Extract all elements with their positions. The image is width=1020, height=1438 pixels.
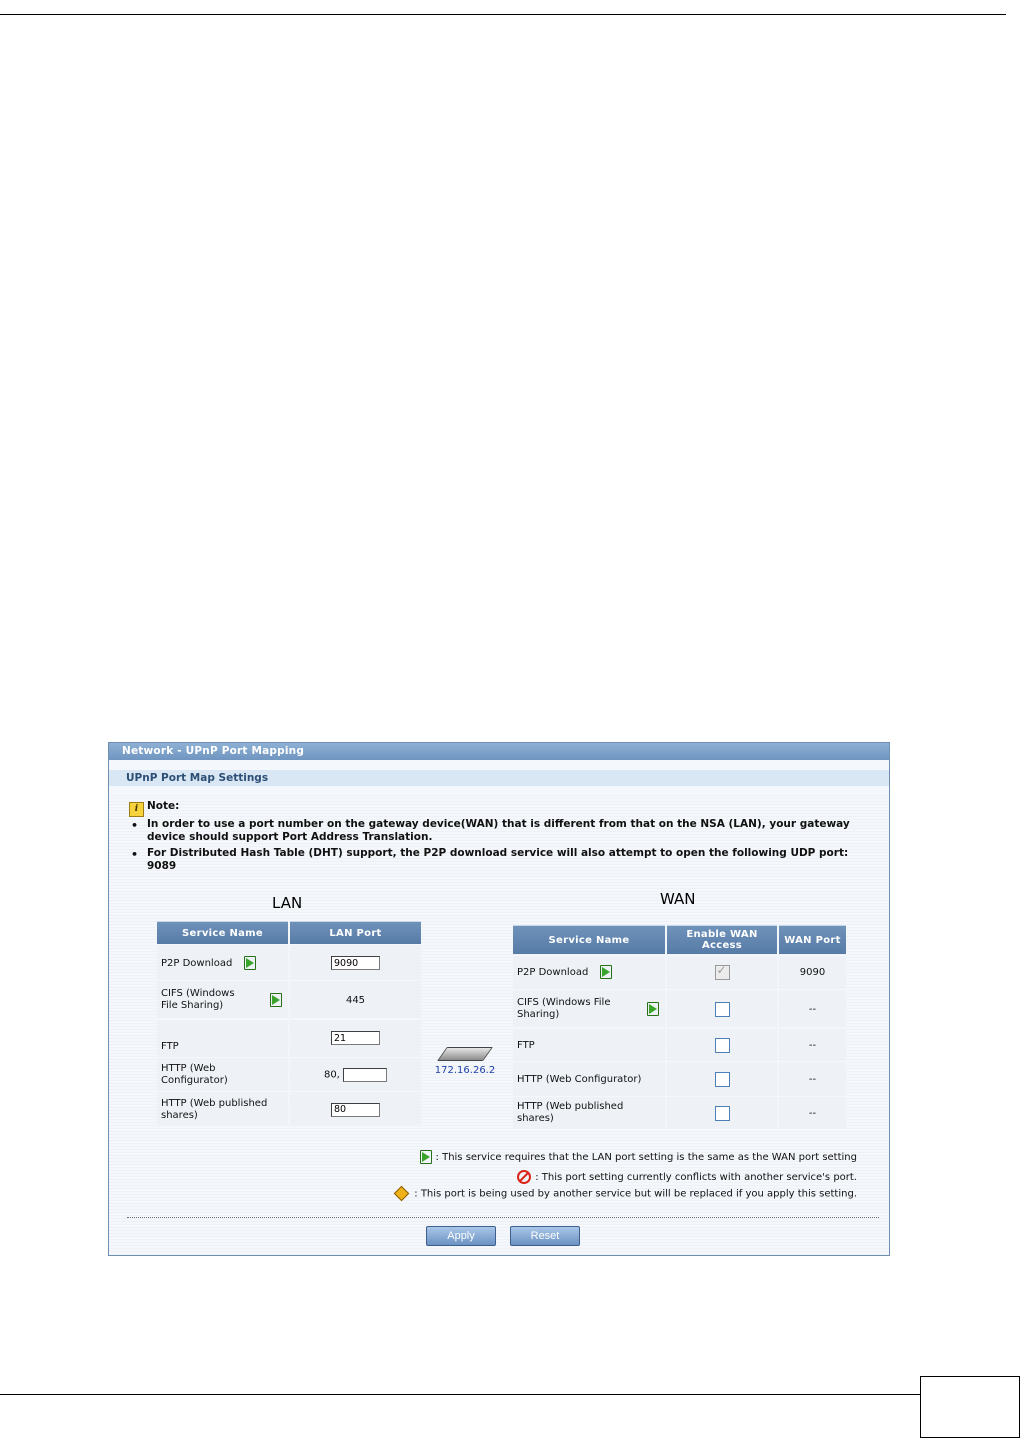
- legend-item: [517, 1170, 857, 1184]
- service-cell: [157, 1058, 288, 1091]
- warning-icon: [394, 1186, 410, 1202]
- port-cell: [290, 946, 421, 980]
- service-cell: [157, 1020, 288, 1056]
- info-icon: i: [129, 802, 144, 817]
- upnp-port-mapping-window: [108, 742, 890, 1256]
- apply-button[interactable]: Apply: [426, 1226, 496, 1246]
- enable-cell: [667, 991, 777, 1027]
- column-header: Enable WAN Access: [667, 925, 777, 954]
- legend-item: [414, 1152, 857, 1163]
- ftp-wan-access-checkbox[interactable]: [715, 1038, 730, 1053]
- port-cell: [290, 1058, 421, 1091]
- cifs-wan-access-checkbox[interactable]: [715, 1002, 730, 1017]
- port-prefix: 80,: [323, 1069, 340, 1080]
- service-name: HTTP (Web Configurator): [161, 1062, 228, 1086]
- device-ip: 172.16.26.2: [434, 1065, 496, 1076]
- wan-port-cell: 9090: [779, 956, 846, 989]
- note-text: In order to use a port number on the gateway device(WAN) that is different from that on the NSA (LAN), your gateway device should support Port Address Translation.: [147, 818, 850, 843]
- legend-text: : This port is being used by another service but will be replaced if you apply this setting.: [414, 1188, 857, 1200]
- table-row: [513, 991, 846, 1027]
- nsa-device-icon: [437, 1047, 493, 1061]
- wan-title: WAN: [660, 890, 696, 908]
- enable-cell: [667, 1029, 777, 1061]
- note-text: For Distributed Hash Table (DHT) support, the P2P download service will also attempt to open the following UDP port: 9089: [147, 847, 849, 872]
- table-row: [157, 982, 421, 1018]
- legend-text: : This port setting currently conflicts with another service's port.: [535, 1172, 857, 1183]
- green-arrow-icon: [649, 1004, 657, 1014]
- port-cell: [290, 1093, 421, 1126]
- service-cell: [157, 1093, 288, 1126]
- enable-cell: [667, 1063, 777, 1095]
- http-config-wan-access-checkbox[interactable]: [715, 1072, 730, 1087]
- ftp-lan-port-input[interactable]: [331, 1031, 380, 1045]
- service-name: P2P Download: [517, 967, 589, 978]
- table-row: [513, 1029, 846, 1061]
- http-shares-lan-port-input[interactable]: [331, 1103, 380, 1117]
- service-name: FTP: [517, 1039, 535, 1051]
- service-name: FTP: [161, 1041, 179, 1052]
- service-name: HTTP (Web published shares): [517, 1101, 624, 1124]
- window-title: Network - UPnP Port Mapping: [109, 743, 889, 760]
- divider: [127, 1217, 879, 1218]
- stop-icon: [517, 1170, 531, 1184]
- green-arrow-icon: [602, 967, 610, 977]
- port-cell: 445: [290, 982, 421, 1018]
- reset-button[interactable]: Reset: [510, 1226, 580, 1246]
- service-cell: [513, 1063, 665, 1095]
- lan-port-table: [155, 919, 423, 1128]
- service-cell: [157, 982, 288, 1018]
- table-row: [157, 1020, 421, 1056]
- bullet: •: [131, 848, 139, 861]
- table-row: [513, 1063, 846, 1095]
- service-cell: [513, 991, 665, 1027]
- legend-text: : This service requires that the LAN port setting is the same as the WAN port setting: [435, 1152, 857, 1163]
- note-heading: [129, 800, 179, 817]
- column-header: Service Name: [157, 921, 288, 944]
- column-header: Service Name: [513, 925, 665, 954]
- wan-port-cell: --: [779, 1063, 846, 1095]
- bullet: •: [131, 819, 139, 832]
- service-name: P2P Download: [161, 957, 233, 969]
- http-config-lan-port-input[interactable]: [343, 1068, 387, 1082]
- service-cell: [157, 946, 288, 980]
- http-shares-wan-access-checkbox[interactable]: [715, 1106, 730, 1121]
- wan-port-cell: --: [779, 991, 846, 1027]
- legend-item: [396, 1188, 857, 1200]
- settings-content: [109, 793, 889, 1255]
- bottom-rule: [0, 1394, 920, 1395]
- wan-port-cell: --: [779, 1097, 846, 1129]
- column-header: WAN Port: [779, 925, 846, 954]
- service-name: CIFS (Windows File Sharing): [161, 988, 235, 1011]
- p2p-wan-access-checkbox[interactable]: [715, 965, 730, 980]
- column-header: LAN Port: [290, 921, 421, 944]
- table-row: [157, 946, 421, 980]
- green-arrow-icon: [422, 1152, 430, 1162]
- enable-cell: [667, 956, 777, 989]
- nsa-device: [434, 1047, 496, 1076]
- service-cell: [513, 1029, 665, 1061]
- table-row: [157, 1093, 421, 1126]
- service-cell: [513, 956, 665, 989]
- lan-title: LAN: [272, 894, 303, 912]
- note-label: Note:: [147, 800, 180, 812]
- table-row: [513, 1097, 846, 1129]
- port-cell: [290, 1020, 421, 1056]
- service-name: HTTP (Web published shares): [161, 1097, 268, 1121]
- green-arrow-icon: [246, 958, 254, 968]
- page-number-box: [920, 1376, 1020, 1438]
- p2p-lan-port-input[interactable]: [331, 956, 380, 970]
- green-arrow-icon: [272, 995, 280, 1005]
- enable-cell: [667, 1097, 777, 1129]
- table-row: [513, 956, 846, 989]
- service-cell: [513, 1097, 665, 1129]
- service-name: CIFS (Windows File Sharing): [517, 997, 611, 1020]
- service-name: HTTP (Web Configurator): [517, 1073, 642, 1085]
- table-row: [157, 1058, 421, 1091]
- top-rule: [0, 14, 1006, 15]
- wan-port-table: [511, 923, 848, 1131]
- section-title: UPnP Port Map Settings: [109, 770, 889, 786]
- wan-port-cell: --: [779, 1029, 846, 1061]
